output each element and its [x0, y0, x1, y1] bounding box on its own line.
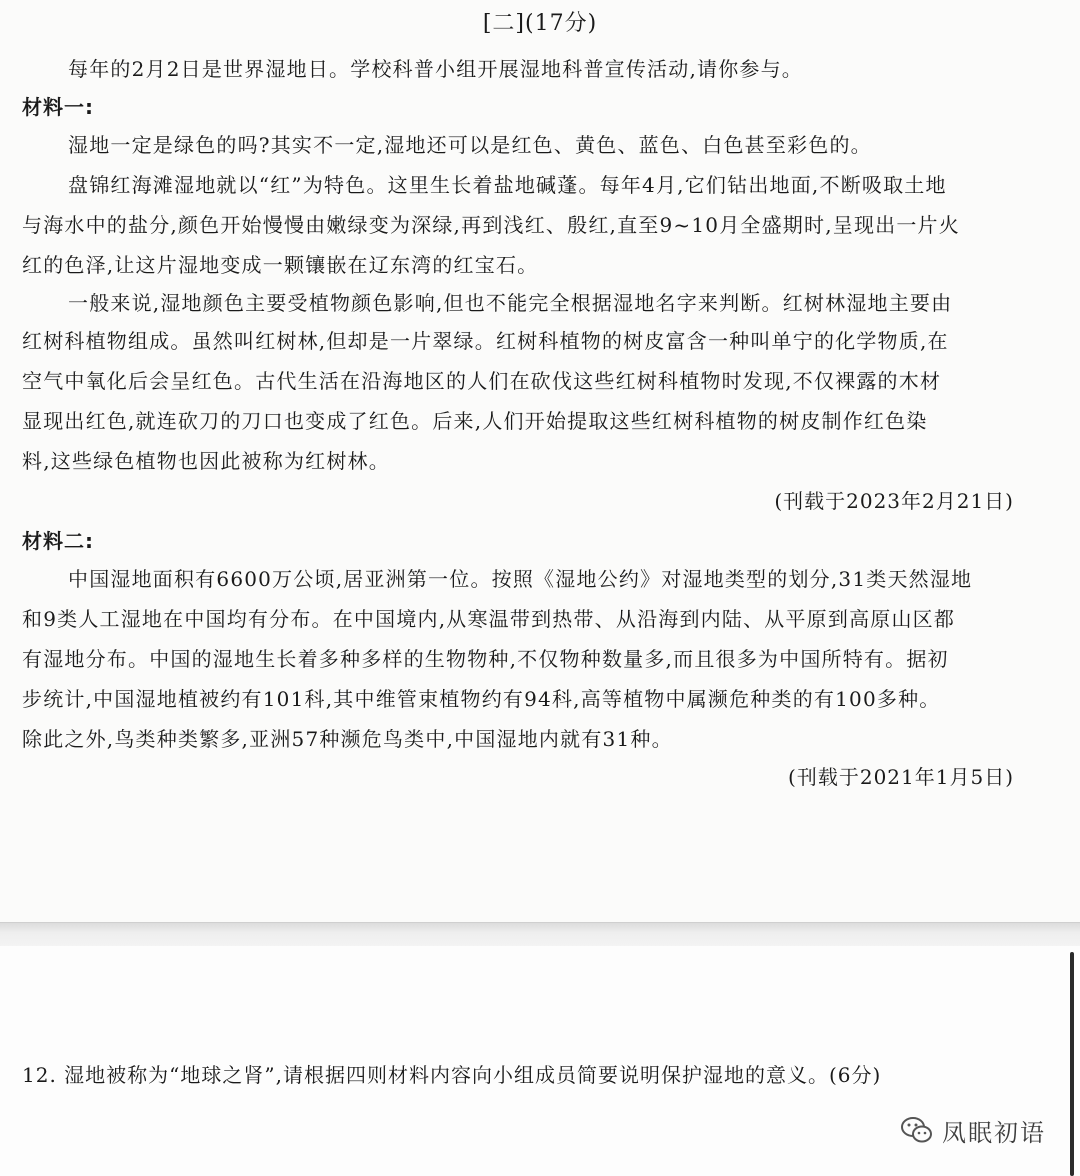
material-one-line: 空气中氧化后会呈红色。古代生活在沿海地区的人们在砍伐这些红树科植物时发现,不仅裸露的木材 [22, 369, 942, 393]
material-two-source: (刊载于2021年1月5日) [788, 765, 1014, 789]
watermark-text: 凤眠初语 [942, 1118, 1046, 1147]
material-one-line: 料,这些绿色植物也因此被称为红树林。 [22, 449, 390, 473]
material-two-line: 步统计,中国湿地植被约有101科,其中维管束植物约有94科,高等植物中属濒危种类的有100多种。 [22, 687, 941, 711]
material-two-line: 有湿地分布。中国的湿地生长着多种多样的生物物种,不仅物种数量多,而且很多为中国所特有。据初 [22, 647, 949, 671]
scrollbar[interactable] [1070, 952, 1074, 1176]
material-one-line: 一般来说,湿地颜色主要受植物颜色影响,但也不能完全根据湿地名字来判断。红树林湿地主要由 [68, 291, 953, 315]
material-one-line: 盘锦红海滩湿地就以“红”为特色。这里生长着盐地碱蓬。每年4月,它们钻出地面,不断吸取土地 [68, 173, 947, 197]
wechat-icon [900, 1115, 934, 1145]
material-two-label: 材料二: [22, 529, 94, 553]
watermark [900, 1112, 1046, 1148]
intro-paragraph: 每年的2月2日是世界湿地日。学校科普小组开展湿地科普宣传活动,请你参与。 [68, 57, 804, 81]
material-two-line: 除此之外,鸟类种类繁多,亚洲57种濒危鸟类中,中国湿地内就有31种。 [22, 727, 673, 751]
material-one-line: 与海水中的盐分,颜色开始慢慢由嫩绿变为深绿,再到浅红、殷红,直至9~10月全盛期时,呈现出一片火 [22, 213, 960, 237]
material-one-label: 材料一: [22, 95, 94, 119]
question-12: 12. 湿地被称为“地球之肾”,请根据四则材料内容向小组成员简要说明保护湿地的意义。(6分) [22, 1063, 882, 1087]
material-one-line: 红树科植物组成。虽然叫红树林,但却是一片翠绿。红树科植物的树皮富含一种叫单宁的化学物质,在 [22, 329, 949, 353]
page-divider [0, 922, 1080, 947]
material-two-line: 和9类人工湿地在中国均有分布。在中国境内,从寒温带到热带、从沿海到内陆、从平原到高原山区都 [22, 607, 956, 631]
material-one-line: 湿地一定是绿色的吗?其实不一定,湿地还可以是红色、黄色、蓝色、白色甚至彩色的。 [68, 133, 872, 157]
section-title: [二](17分) [482, 11, 598, 36]
material-two-line: 中国湿地面积有6600万公顷,居亚洲第一位。按照《湿地公约》对湿地类型的划分,31类天然湿地 [68, 567, 973, 591]
material-one-source: (刊载于2023年2月21日) [774, 489, 1014, 513]
material-one-line: 显现出红色,就连砍刀的刀口也变成了红色。后来,人们开始提取这些红树科植物的树皮制作红色染 [22, 409, 928, 433]
material-one-line: 红的色泽,让这片湿地变成一颗镶嵌在辽东湾的红宝石。 [22, 253, 539, 277]
